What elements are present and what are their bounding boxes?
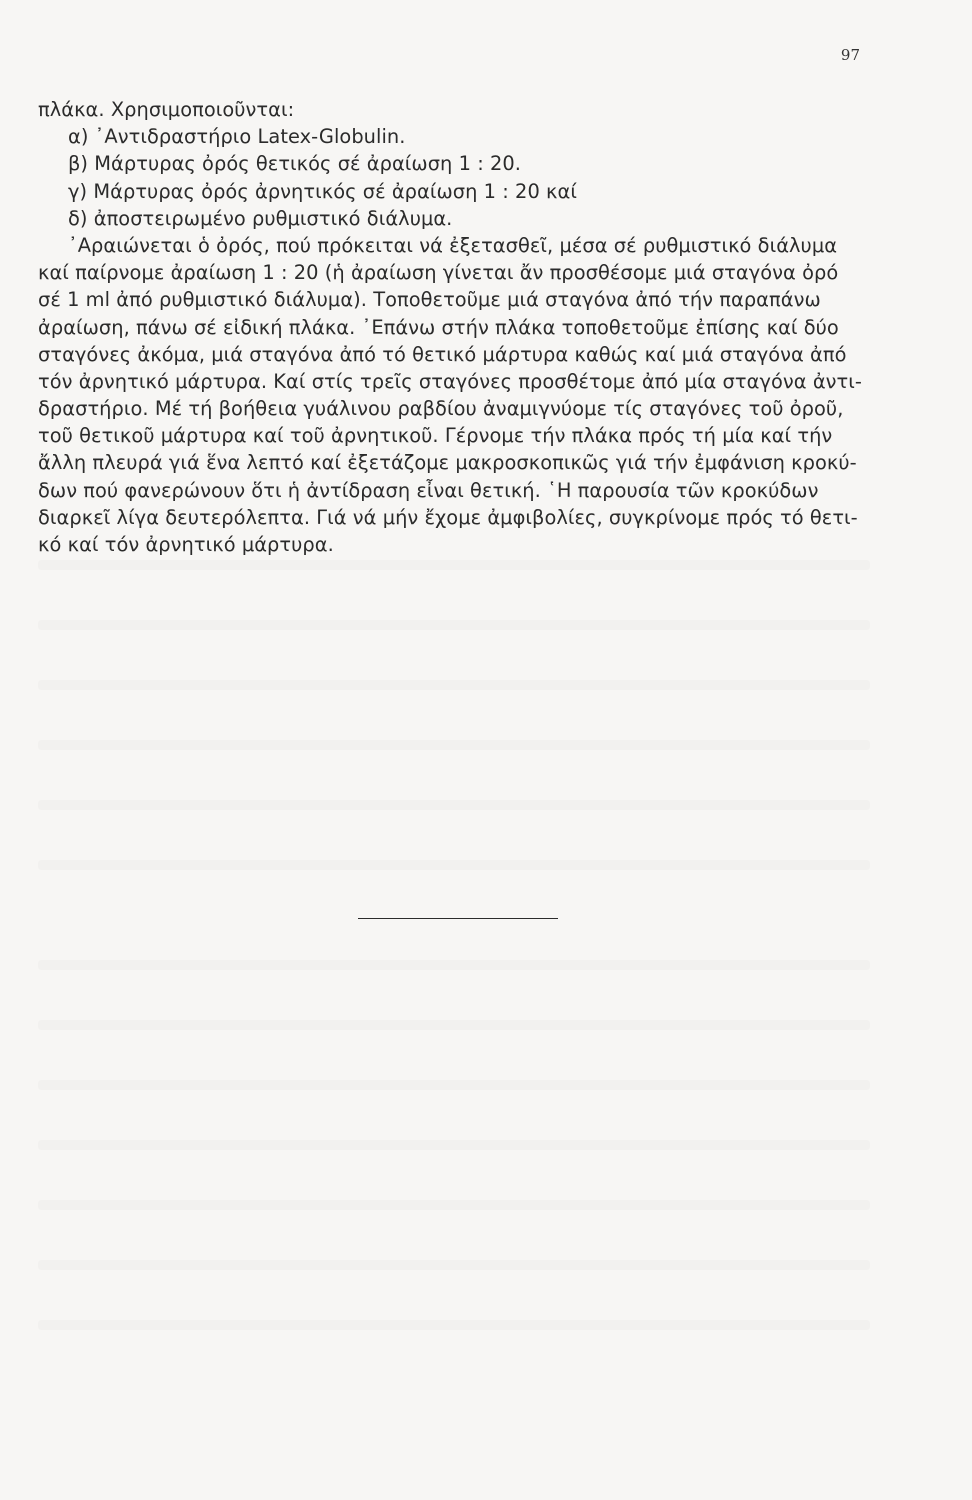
text-line: καί παίρνομε ἀραίωση 1 : 20 (ἡ ἀραίωση γίνεται ἄν προσθέσομε μιά σταγόνα ὀρό xyxy=(38,261,839,285)
text-line: ἄλλη πλευρά γιά ἕνα λεπτό καί ἐξετάζομε μακροσκοπικῶς γιά τήν ἐμφάνιση κροκύ- xyxy=(38,451,857,475)
show-through-texture xyxy=(38,1260,870,1270)
text-line: τοῦ θετικοῦ μάρτυρα καί τοῦ ἀρνητικοῦ. Γέρνομε τήν πλάκα πρός τή μία καί τήν xyxy=(38,424,833,448)
text-line: σταγόνες ἀκόμα, μιά σταγόνα ἀπό τό θετικό μάρτυρα καθώς καί μιά σταγόνα ἀπό xyxy=(38,342,847,366)
list-item-a: α) ᾿Αντιδραστήριο Latex-Globulin. xyxy=(68,125,406,149)
text-line: πλάκα. Χρησιμοποιοῦνται: xyxy=(38,98,295,121)
section-divider xyxy=(358,918,558,919)
text-line: σέ 1 ml ἀπό ρυθμιστικό διάλυμα). Τοποθετοῦμε μιά σταγόνα ἀπό τήν παραπάνω xyxy=(38,288,821,312)
show-through-texture xyxy=(38,740,870,750)
show-through-texture xyxy=(38,1080,870,1090)
text-line: τόν ἀρνητικό μάρτυρα. Καί στίς τρεῖς σταγόνες προσθέτομε ἀπό μία σταγόνα ἀντι- xyxy=(38,369,862,393)
text-line: δων πού φανερώνουν ὅτι ἡ ἀντίδραση εἶναι θετική. ῾Η παρουσία τῶν κροκύδων xyxy=(38,478,819,502)
show-through-texture xyxy=(38,680,870,690)
show-through-texture xyxy=(38,1140,870,1150)
show-through-texture xyxy=(38,1020,870,1030)
list-item-d: δ) ἀποστειρωμένο ρυθμιστικό διάλυμα. xyxy=(68,206,453,230)
paragraph-first-line: ᾿Αραιώνεται ὁ ὀρός, πού πρόκειται νά ἐξετασθεῖ, μέσα σέ ρυθμιστικό διάλυμα xyxy=(68,233,838,257)
show-through-texture xyxy=(38,800,870,810)
text-line: ἀραίωση, πάνω σέ εἰδική πλάκα. ᾿Επάνω στήν πλάκα τοποθετοῦμε ἐπίσης καί δύο xyxy=(38,315,839,339)
list-item-b: β) Μάρτυρας ὀρός θετικός σέ ἀραίωση 1 : 20. xyxy=(68,152,521,176)
show-through-texture xyxy=(38,1320,870,1330)
show-through-texture xyxy=(38,860,870,870)
text-line: δραστήριο. Μέ τή βοήθεια γυάλινου ραβδίου ἀναμιγνύομε τίς σταγόνες τοῦ ὀροῦ, xyxy=(38,397,844,421)
page-number: 97 xyxy=(840,46,860,64)
show-through-texture xyxy=(38,620,870,630)
text-line: κό καί τόν ἀρνητικό μάρτυρα. xyxy=(38,533,334,556)
show-through-texture xyxy=(38,560,870,570)
text-line: διαρκεῖ λίγα δευτερόλεπτα. Γιά νά μήν ἔχομε ἀμφιβολίες, συγκρίνομε πρός τό θετι- xyxy=(38,505,858,529)
show-through-texture xyxy=(38,1200,870,1210)
list-item-c: γ) Μάρτυρας ὀρός ἀρνητικός σέ ἀραίωση 1 : 20 καί xyxy=(68,179,577,203)
body-text xyxy=(38,96,870,558)
show-through-texture xyxy=(38,960,870,970)
